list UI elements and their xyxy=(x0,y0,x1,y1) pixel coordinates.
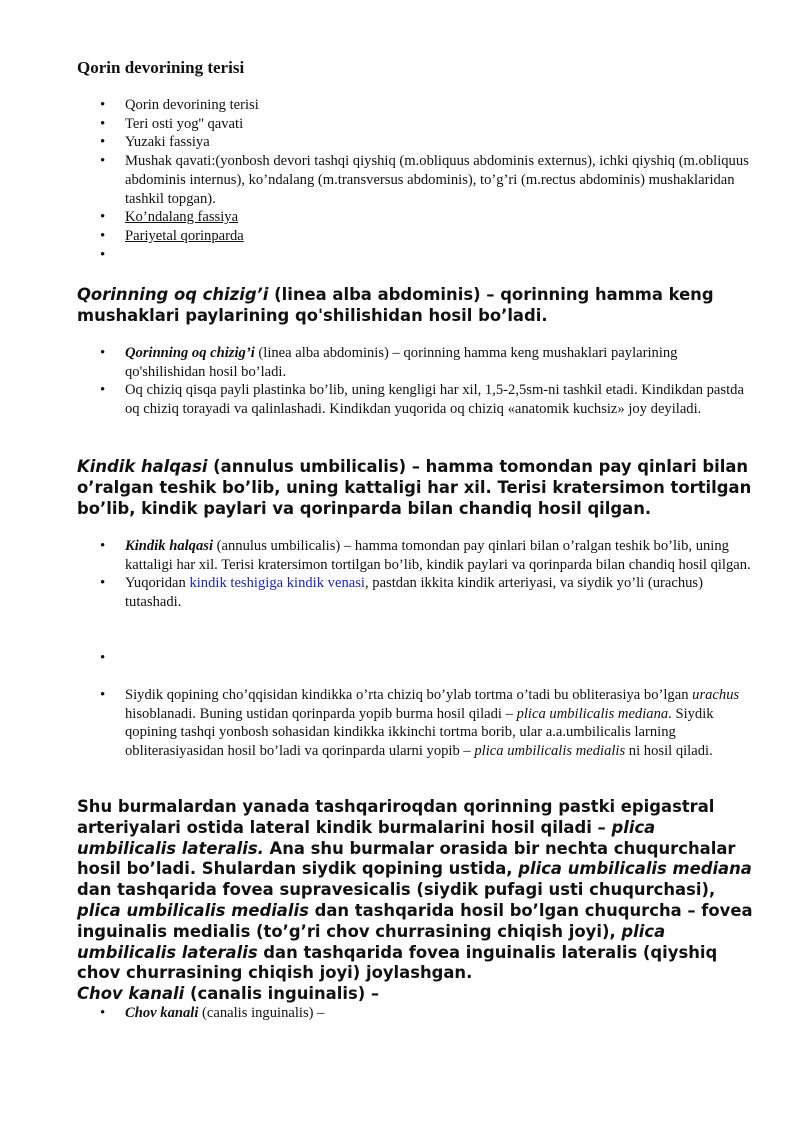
list-item: • Mushak qavati:(yonbosh devori tashqi qiyshiq (m.obliquus abdominis externus), ichki qiyshiq (m.obliquus abdominis internus), ko’ndalang (m.transversus abdominis), to’g’ri (m.rectus abdominis) mushaklaridan tashkil topgan). xyxy=(77,152,757,208)
plica-paragraph: Shu burmalardan yanada tashqariroqdan qorinning pastki epigastral arteriyalari ostida lateral kindik burmalarini hosil qiladi – plica umbilicalis lateralis. Ana shu burmalar orasida bir nechta chuqurchalar hosil bo’ladi. Shulardan siydik qopining ustida, plica umbilicalis mediana dan tashqarida fovea supravesicalis (siydik pufagi usti chuqurchasi), plica umbilicalis medialis dan tashqarida hosil bo’lgan chuqurcha – fovea inguinalis medialis (to’g’ri chov churrasining chiqish joyi), plica umbilicalis lateralis dan tashqarida fovea inguinalis lateralis (qiyshiq chov churrasining chiqish joyi) joylashgan. Chov kanali (canalis inguinalis) – xyxy=(77,797,753,1004)
link-pariyetal-qorinparda[interactable]: Pariyetal qorinparda xyxy=(125,227,244,244)
link-kindik-venasi[interactable]: kindik teshigiga kindik venasi xyxy=(189,575,365,592)
list-item: • Qorin devorining terisi xyxy=(77,96,757,115)
kindik-list xyxy=(77,537,757,612)
layer-list xyxy=(77,96,757,264)
list-item: • Yuzaki fassiya xyxy=(77,133,757,152)
list-item: • Oq chiziq qisqa payli plastinka bo’lib, uning kengligi har xil, 1,5-2,5sm-ni tashkil etadi. Kindikdan pastda oq chiziq torayadi va qalinlashadi. Kindikdan yuqorida oq chiziq «anatomik kuchsiz» joy deyiladi. xyxy=(77,381,757,418)
list-item: • Teri osti yog'' qavati xyxy=(77,115,757,134)
list-item: • Kindik halqasi (annulus umbilicalis) – hamma tomondan pay qinlari bilan o’ralgan teshik bo’lib, uning kattaligi har xil. Terisi kratersimon tortilgan bo’lib, kindik paylari va qorinparda bilan chandiq hosil qilgan. xyxy=(77,537,757,574)
list-item: • Qorinning oq chizig’i (linea alba abdominis) – qorinning hamma keng mushaklari paylarining qo'shilishidan hosil bo’ladi. xyxy=(77,344,757,381)
list-item: • Yuqoridan kindik teshigiga kindik venasi, pastdan ikkita kindik arteriyasi, va siydik yo’li (urachus) tutashadi. xyxy=(77,574,757,611)
link-kondalang-fassiya[interactable]: Ko’ndalang fassiya xyxy=(125,209,239,226)
list-item-link[interactable] xyxy=(77,227,757,246)
chov-list xyxy=(77,1004,757,1023)
linea-alba-list xyxy=(77,344,757,419)
list-item: • Chov kanali (canalis inguinalis) – xyxy=(77,1004,757,1023)
linea-alba-heading: Qorinning oq chizig’i (linea alba abdominis) – qorinning hamma keng mushaklari paylarining qo'shilishidan hosil bo’ladi. xyxy=(77,285,714,325)
urachus-list xyxy=(77,686,757,761)
list-item-link[interactable] xyxy=(77,208,757,227)
empty-list xyxy=(77,649,757,668)
kindik-halqasi-heading: Kindik halqasi (annulus umbilicalis) – hamma tomondan pay qinlari bilan o’ralgan teshik bo’lib, uning kattaligi har xil. Terisi kratersimon tortilgan bo’lib, kindik paylari va qorinparda bilan chandiq hosil qilgan. xyxy=(77,457,752,518)
section-title: Qorin devorining terisi xyxy=(77,58,245,77)
list-item: • Siydik qopining cho’qqisidan kindikka o’rta chiziq bo’ylab tortma o’tadi bu obliterasiya bo’lgan urachus hisoblanadi. Buning ustidan qorinparda yopib burma hosil qiladi – plica umbilicalis mediana. Siydik qopining tashqi yonbosh sohasidan kindikka ikkinchi tortma borib, ular a.a.umbilicalis larning obliterasiyasidan hosil bo’ladi va qorinparda ularni yopib – plica umbilicalis medialis ni hosil qiladi. xyxy=(77,686,757,761)
list-item-empty xyxy=(77,246,757,265)
list-item-empty xyxy=(77,649,757,668)
